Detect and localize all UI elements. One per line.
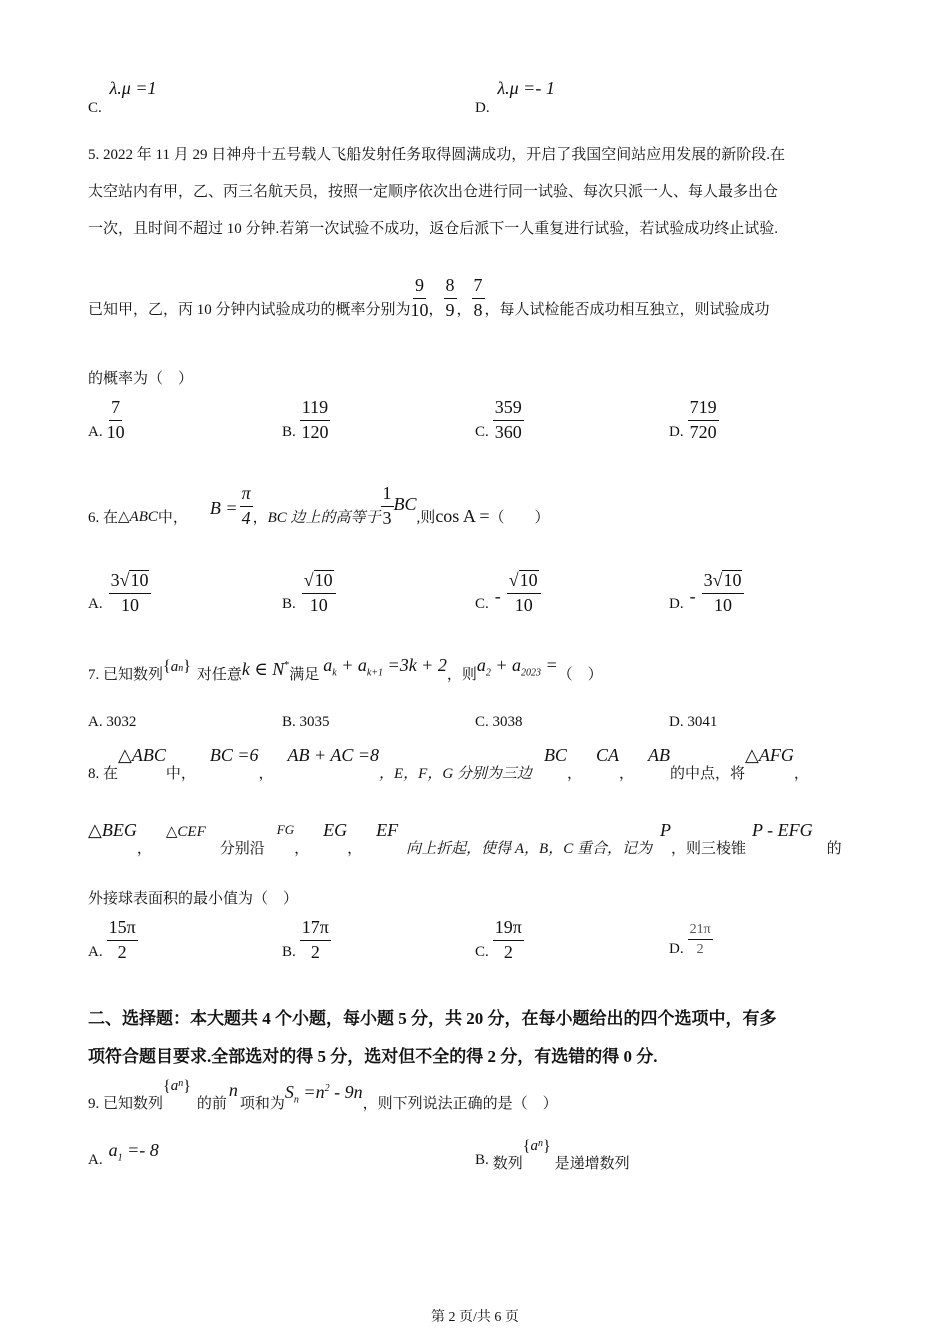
q5-line-3: 一次，且时间不超过 10 分钟.若第一次试验不成功，返仓后派下一人重复进行试验，若试验成功终止试验. bbox=[88, 221, 779, 237]
separator: ， bbox=[428, 301, 444, 318]
q5-prob-jia: $\frac{9}{10}$ bbox=[410, 275, 429, 320]
option-expr: λ.μ =- 1 bbox=[497, 78, 555, 98]
q8-line-2: △BEG ， △CEF 分别沿 FG ， EG ， EF 向上折起，使得 A，B，C 重合，记为 P ，则三棱锥 P - EFG 的 bbox=[88, 820, 842, 857]
separator: ， bbox=[456, 301, 472, 318]
q5-option-b: B. $\frac{119}{120}$ bbox=[282, 397, 329, 442]
option-letter: C. bbox=[88, 100, 102, 116]
q8-option-d: D. $\frac{21\pi}{2}$ bbox=[669, 922, 711, 958]
q6-option-d: D. - $\frac{3√10}{10}$ bbox=[669, 570, 744, 616]
section-2-heading-line-1: 二、选择题：本大题共 4 个小题，每小题 5 分，共 20 分，在每小题给出的四个选项中，有多 bbox=[88, 1009, 777, 1028]
q4-option-c bbox=[88, 78, 157, 116]
q5-option-a: A. $\frac{7}{10}$ bbox=[88, 397, 125, 442]
q9-option-b: B. 数列 { a n } 是递增数列 bbox=[475, 1138, 630, 1172]
q5-line-2: 太空站内有甲，乙、丙三名航天员，按照一定顺序依次出仓进行同一试验、每次只派一人、每人最多出仓 bbox=[88, 184, 779, 200]
q8-option-b: B. $\frac{17\pi}{2}$ bbox=[282, 917, 329, 962]
q7-option-d: D. 3041 bbox=[669, 714, 718, 730]
q5-line-4-prefix: 已知甲，乙，丙 10 分钟内试验成功的概率分别为 bbox=[88, 301, 411, 318]
q8-option-a: A. $\frac{15\pi}{2}$ bbox=[88, 917, 136, 962]
q6-option-a: A. $\frac{3√10}{10}$ bbox=[88, 570, 151, 616]
q9-stem: 9. 已知数列 { a n } 的前 n 项和为 $S_n =n^2 - 9n$ ，则下列说法正确的是（ ） bbox=[88, 1078, 558, 1112]
q5-option-c: C. $\frac{359}{360}$ bbox=[475, 397, 522, 442]
q8-line-1: 8. 在 △ABC 中， BC =6 ， AB + AC =8 ，E，F，G 分别为三边 BC ， CA ， AB 的中点，将 △AFG ， bbox=[88, 745, 809, 782]
q4-option-d bbox=[475, 78, 555, 116]
option-letter: D. bbox=[475, 100, 490, 116]
q6-stem: 6. 在 △ABC 中， B = $\frac{\pi}{4}$ ， BC 边上的高等于 $\frac{1}{3}$ BC ,则 cos A = （ ） bbox=[88, 483, 550, 528]
q7-option-a: A. 3032 bbox=[88, 714, 137, 730]
q7-stem: 7. 已知数列 { a n } 对任意 k ∈ N* 满足 $a_k + a_{k+1} =3k + 2$ ，则 $a_2 + a_{2023}$ = （ ） bbox=[88, 655, 603, 683]
q5-line-1: 5. 2022 年 11 月 29 日神舟十五号载人飞船发射任务取得圆满成功，开启了我国空间站应用发展的新阶段.在 bbox=[88, 147, 785, 163]
q8-line-3: 外接球表面积的最小值为（ ） bbox=[88, 891, 299, 907]
q5-line-4-suffix: ，每人试检能否成功相互独立，则试验成功 bbox=[484, 301, 770, 318]
q7-option-c: C. 3038 bbox=[475, 714, 523, 730]
option-expr: λ.μ =1 bbox=[109, 78, 157, 98]
q5-line-4 bbox=[88, 276, 770, 321]
q9-option-a: A. $a_1 =- 8$ bbox=[88, 1140, 159, 1168]
q8-option-c: C. $\frac{19\pi}{2}$ bbox=[475, 917, 522, 962]
section-2-heading-line-2: 项符合题目要求.全部选对的得 5 分，选对但不全的得 2 分，有选错的得 0 分. bbox=[88, 1047, 658, 1066]
q5-line-5: 的概率为（ ） bbox=[88, 371, 194, 387]
q6-option-b: B. $\frac{√10}{10}$ bbox=[282, 570, 336, 616]
q5-option-d: D. $\frac{719}{720}$ bbox=[669, 397, 717, 442]
q5-prob-yi: $\frac{8}{9}$ bbox=[445, 275, 455, 320]
q5-prob-bing: $\frac{7}{8}$ bbox=[473, 275, 483, 320]
q6-option-c: C. - $\frac{√10}{10}$ bbox=[475, 570, 541, 616]
q7-option-b: B. 3035 bbox=[282, 714, 330, 730]
page-footer: 第 2 页/共 6 页 bbox=[431, 1310, 519, 1325]
